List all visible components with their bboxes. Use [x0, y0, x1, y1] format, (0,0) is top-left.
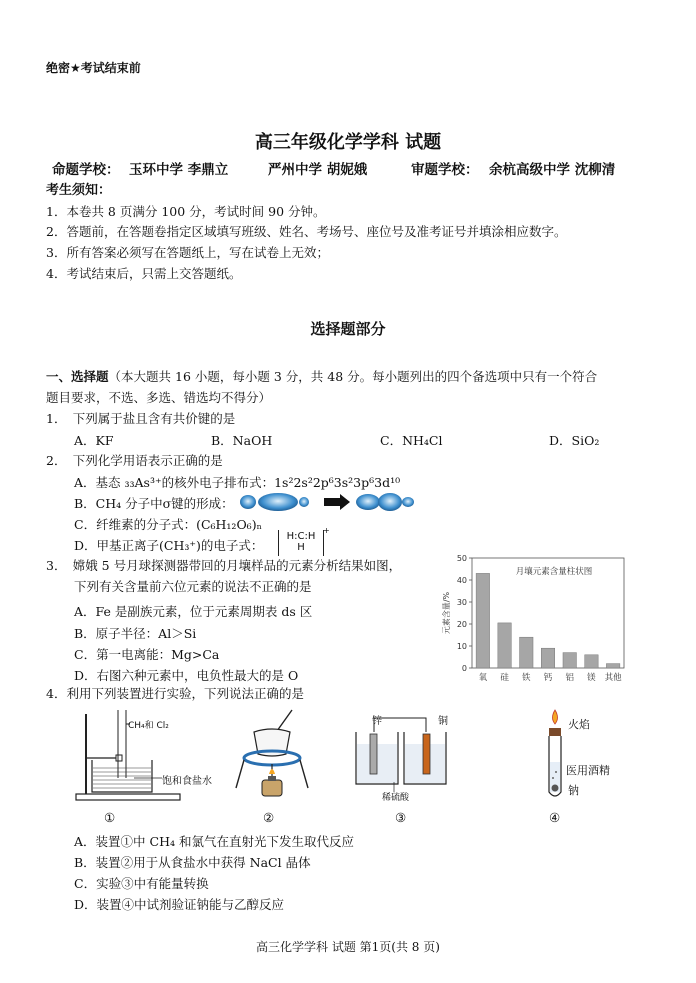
q4-option-a[interactable]: A．装置①中 CH₄ 和氯气在直射光下发生取代反应	[74, 834, 354, 849]
chart-x-tick-label: 硅	[500, 673, 509, 683]
q3-option-b[interactable]: B．原子半径：Al＞Si	[74, 626, 197, 641]
q1-stem: 1． 下列属于盐且含有共价键的是	[46, 411, 236, 426]
part1-desc-line2: 题目要求，不选、多选、错选均不得分）	[46, 390, 272, 405]
sigma-bond-orbital-diagram	[238, 490, 418, 514]
part1-desc: （本大题共 16 小题，每小题 3 分，共 48 分。每小题列出的四个备选项中只有一个符合	[108, 369, 598, 384]
q4-option-d[interactable]: D．装置④中试剂验证钠能与乙醇反应	[74, 897, 285, 912]
reviewer: 余杭高级中学 沈柳清	[489, 162, 616, 178]
chart-bar	[520, 637, 533, 668]
notice-item: 1．本卷共 8 页满分 100 分，考试时间 90 分钟。	[46, 204, 326, 219]
reviewer-label: 审题学校：	[411, 162, 479, 178]
q2-option-d[interactable]: D．甲基正离子(CH₃⁺)的电子式：	[74, 538, 264, 553]
notice-heading: 考生须知：	[46, 183, 112, 198]
chart-y-tick-label: 20	[456, 620, 467, 629]
chart-bar	[498, 623, 511, 668]
chart-y-tick-label: 30	[456, 598, 467, 607]
page-footer: 高三化学学科 试题 第1页(共 8 页)	[256, 940, 440, 954]
chart-y-tick-label: 40	[456, 576, 467, 585]
part1-desc-line1	[46, 368, 597, 385]
label-flame: 火焰	[568, 718, 590, 731]
cation-charge: +	[323, 526, 330, 535]
apparatus-number: ②	[263, 810, 275, 825]
chart-bar	[476, 573, 489, 668]
chart-x-tick-label: 铁	[522, 673, 531, 683]
label-zinc: 锌	[372, 716, 382, 727]
chart-bar	[541, 648, 554, 668]
q1-option-b[interactable]: B．NaOH	[211, 433, 273, 448]
chart-y-tick-label: 10	[456, 642, 467, 651]
q2-option-c[interactable]: C．纤维素的分子式：(C₆H₁₂O₆)ₙ	[74, 517, 262, 532]
chart-x-tick-label: 铝	[565, 673, 574, 683]
electron-formula-row: H:C:H	[286, 531, 316, 542]
chart-title: 月壤元素含量柱状图	[515, 567, 593, 577]
chart-bar	[585, 655, 598, 668]
part1-heading: 一、选择题	[46, 369, 109, 384]
section-title: 选择题部分	[310, 320, 386, 338]
q4-stem: 4．利用下列装置进行实验，下列说法正确的是	[46, 686, 304, 701]
label-copper: 铜	[438, 716, 448, 727]
apparatus-number: ④	[549, 810, 561, 825]
q3-stem-line1: 3． 嫦娥 5 号月球探测器带回的月壤样品的元素分析结果如图，	[46, 558, 402, 573]
chart-x-tick-label: 钙	[543, 673, 553, 683]
chart-x-tick-label: 镁	[587, 673, 596, 683]
q3-stem-line2: 下列有关含量前六位元素的说法不正确的是	[74, 579, 312, 594]
chart-x-tick-label: 其他	[604, 673, 622, 683]
notice-item: 3．所有答案必须写在答题纸上，写在试卷上无效；	[46, 245, 329, 260]
label-brine: 饱和食盐水	[162, 776, 212, 787]
proposer-1: 玉环中学 李鼎立	[129, 162, 229, 178]
proposer-2: 严州中学 胡妮娥	[268, 162, 368, 178]
notice-item: 4．考试结束后，只需上交答题纸。	[46, 266, 242, 281]
methyl-cation-electron-formula	[278, 530, 324, 556]
chart-y-tick-label: 0	[461, 664, 467, 673]
label-sodium: 钠	[568, 784, 579, 797]
element-content-bar-chart	[440, 548, 630, 688]
label-medical-alcohol: 医用酒精	[566, 764, 610, 777]
apparatus-number: ③	[395, 810, 407, 825]
q2-option-a[interactable]: A．基态 ₃₃As³⁺的核外电子排布式：1s²2s²2p⁶3s²3p⁶3d¹⁰	[74, 475, 401, 490]
chart-bar	[606, 664, 619, 668]
chart-y-axis-label: 元素含量/%	[442, 591, 451, 635]
q3-option-a[interactable]: A．Fe 是副族元素，位于元素周期表 ds 区	[74, 604, 313, 619]
chart-x-tick-label: 氧	[478, 673, 488, 683]
page-title: 高三年级化学学科 试题	[254, 132, 442, 153]
q1-option-c[interactable]: C．NH₄Cl	[380, 433, 443, 448]
chart-y-tick-label: 50	[456, 554, 467, 563]
apparatus-number: ①	[104, 810, 116, 825]
q3-option-d[interactable]: D．右图六种元素中，电负性最大的是 O	[74, 668, 299, 683]
q2-option-b[interactable]: B．CH₄ 分子中σ键的形成：	[74, 496, 234, 511]
q1-option-a[interactable]: A．KF	[74, 433, 114, 448]
q1-option-d[interactable]: D．SiO₂	[549, 433, 600, 448]
q4-option-c[interactable]: C．实验③中有能量转换	[74, 876, 209, 891]
chart-bar	[563, 653, 576, 668]
label-ch4-cl2: CH₄和 Cl₂	[128, 721, 169, 731]
q3-option-c[interactable]: C．第一电离能：Mg>Ca	[74, 647, 220, 662]
q2-stem: 2． 下列化学用语表示正确的是	[46, 453, 223, 468]
electron-formula-h: H	[297, 542, 305, 553]
proposer-label: 命题学校：	[52, 162, 120, 178]
label-dilute-sulfuric-acid: 稀硫酸	[382, 793, 410, 803]
q4-option-b[interactable]: B．装置②用于从食盐水中获得 NaCl 晶体	[74, 855, 311, 870]
notice-item: 2．答题前，在答题卷指定区域填写班级、姓名、考场号、座位号及准考证号并填涂相应数字。	[46, 224, 567, 239]
secret-label: 绝密★考试结束前	[46, 61, 141, 75]
apparatus-2-illustration	[232, 708, 312, 804]
apparatus-4-illustration	[540, 708, 570, 804]
